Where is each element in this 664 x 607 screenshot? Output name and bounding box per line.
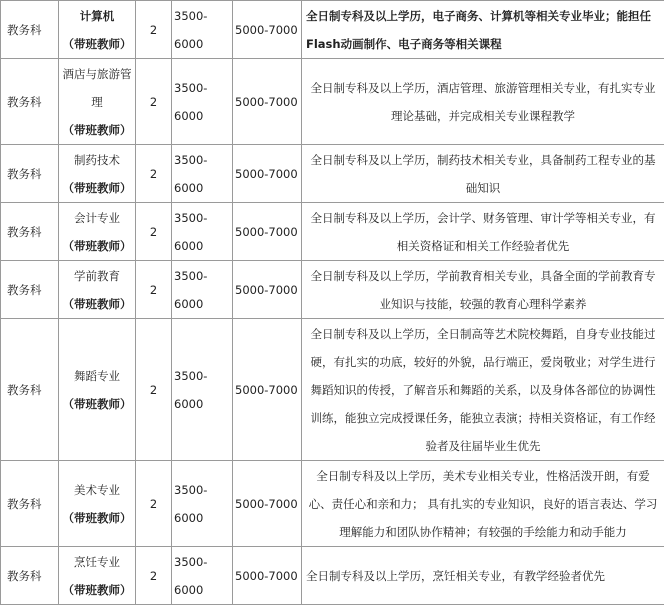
major-cell bbox=[59, 461, 136, 547]
count-cell: 2 bbox=[136, 59, 172, 145]
major-name: 舞蹈专业 bbox=[74, 368, 120, 383]
dept-cell: 教务科 bbox=[1, 547, 59, 605]
major-cell bbox=[59, 59, 136, 145]
table-row bbox=[1, 59, 664, 145]
salary-regular-cell: 5000-7000 bbox=[233, 203, 302, 261]
count-cell: 2 bbox=[136, 461, 172, 547]
salary-regular-cell: 5000-7000 bbox=[233, 59, 302, 145]
major-cell bbox=[59, 261, 136, 319]
count-cell: 2 bbox=[136, 1, 172, 59]
major-name: 会计专业 bbox=[74, 210, 120, 225]
table-row bbox=[1, 1, 664, 59]
salary-probation-cell: 3500-6000 bbox=[172, 319, 233, 461]
major-role: （带班教师） bbox=[62, 296, 132, 311]
count-cell: 2 bbox=[136, 145, 172, 203]
salary-probation-cell: 3500-6000 bbox=[172, 547, 233, 605]
salary-regular-cell: 5000-7000 bbox=[233, 261, 302, 319]
requirement-cell: 全日制专科及以上学历，酒店管理、旅游管理相关专业，有扎实专业理论基础，并完成相关专业课程教学 bbox=[302, 59, 664, 145]
salary-regular-cell: 5000-7000 bbox=[233, 145, 302, 203]
salary-regular-cell: 5000-7000 bbox=[233, 1, 302, 59]
count-cell: 2 bbox=[136, 203, 172, 261]
count-cell: 2 bbox=[136, 547, 172, 605]
table-row bbox=[1, 319, 664, 461]
dept-cell: 教务科 bbox=[1, 319, 59, 461]
salary-regular-cell: 5000-7000 bbox=[233, 547, 302, 605]
requirement-cell: 全日制专科及以上学历，烹饪相关专业，有教学经验者优先 bbox=[302, 547, 664, 605]
table-row bbox=[1, 261, 664, 319]
salary-probation-cell: 3500-6000 bbox=[172, 461, 233, 547]
major-role: （带班教师） bbox=[62, 582, 132, 597]
major-name: 酒店与旅游管理 bbox=[62, 66, 132, 109]
major-cell bbox=[59, 203, 136, 261]
salary-probation-cell: 3500-6000 bbox=[172, 261, 233, 319]
major-name: 学前教育 bbox=[74, 268, 120, 283]
major-name: 烹饪专业 bbox=[74, 554, 120, 569]
major-cell bbox=[59, 319, 136, 461]
major-role: （带班教师） bbox=[62, 510, 132, 525]
table-row bbox=[1, 461, 664, 547]
dept-cell: 教务科 bbox=[1, 261, 59, 319]
major-name: 制药技术 bbox=[74, 152, 120, 167]
major-role: （带班教师） bbox=[62, 396, 132, 411]
requirement-cell: 全日制专科及以上学历，制药技术相关专业，具备制药工程专业的基础知识 bbox=[302, 145, 664, 203]
salary-probation-cell: 3500-6000 bbox=[172, 1, 233, 59]
major-cell bbox=[59, 1, 136, 59]
requirement-cell: 全日制专科及以上学历，学前教育相关专业，具备全面的学前教育专业知识与技能，较强的教育心理科学素养 bbox=[302, 261, 664, 319]
salary-regular-cell: 5000-7000 bbox=[233, 319, 302, 461]
major-role: （带班教师） bbox=[62, 36, 132, 51]
table-row bbox=[1, 547, 664, 605]
table-row bbox=[1, 203, 664, 261]
dept-cell: 教务科 bbox=[1, 1, 59, 59]
table-row bbox=[1, 145, 664, 203]
major-name: 计算机 bbox=[79, 8, 115, 23]
dept-cell: 教务科 bbox=[1, 461, 59, 547]
dept-cell: 教务科 bbox=[1, 145, 59, 203]
major-role: （带班教师） bbox=[62, 180, 132, 195]
major-cell bbox=[59, 145, 136, 203]
salary-regular-cell: 5000-7000 bbox=[233, 461, 302, 547]
major-role: （带班教师） bbox=[62, 122, 132, 137]
salary-probation-cell: 3500-6000 bbox=[172, 59, 233, 145]
requirement-cell: 全日制专科及以上学历，会计学、财务管理、审计学等相关专业，有相关资格证和相关工作经验者优先 bbox=[302, 203, 664, 261]
major-role: （带班教师） bbox=[62, 238, 132, 253]
salary-probation-cell: 3500-6000 bbox=[172, 145, 233, 203]
major-cell bbox=[59, 547, 136, 605]
dept-cell: 教务科 bbox=[1, 59, 59, 145]
major-name: 美术专业 bbox=[74, 482, 120, 497]
count-cell: 2 bbox=[136, 261, 172, 319]
requirement-cell: 全日制专科及以上学历，全日制高等艺术院校舞蹈，自身专业技能过硬，有扎实的功底，较好的外貌，品行端正，爱岗敬业；对学生进行舞蹈知识的传授，了解音乐和舞蹈的关系，以及身体各部位的协调性训练，能独立完成授课任务，能独立表演；持相关资格证，有工作经验者及往届毕业生优先 bbox=[302, 319, 664, 461]
dept-cell: 教务科 bbox=[1, 203, 59, 261]
requirement-cell: 全日制专科及以上学历，美术专业相关专业，性格活泼开朗，有爱心、责任心和亲和力； 具有扎实的专业知识，良好的语言表达、学习理解能力和团队协作精神；有较强的手绘能力和动手能力 bbox=[302, 461, 664, 547]
requirement-cell: 全日制专科及以上学历，电子商务、计算机等相关专业毕业；能担任Flash动画制作、电子商务等相关课程 bbox=[302, 1, 664, 59]
salary-probation-cell: 3500-6000 bbox=[172, 203, 233, 261]
count-cell: 2 bbox=[136, 319, 172, 461]
